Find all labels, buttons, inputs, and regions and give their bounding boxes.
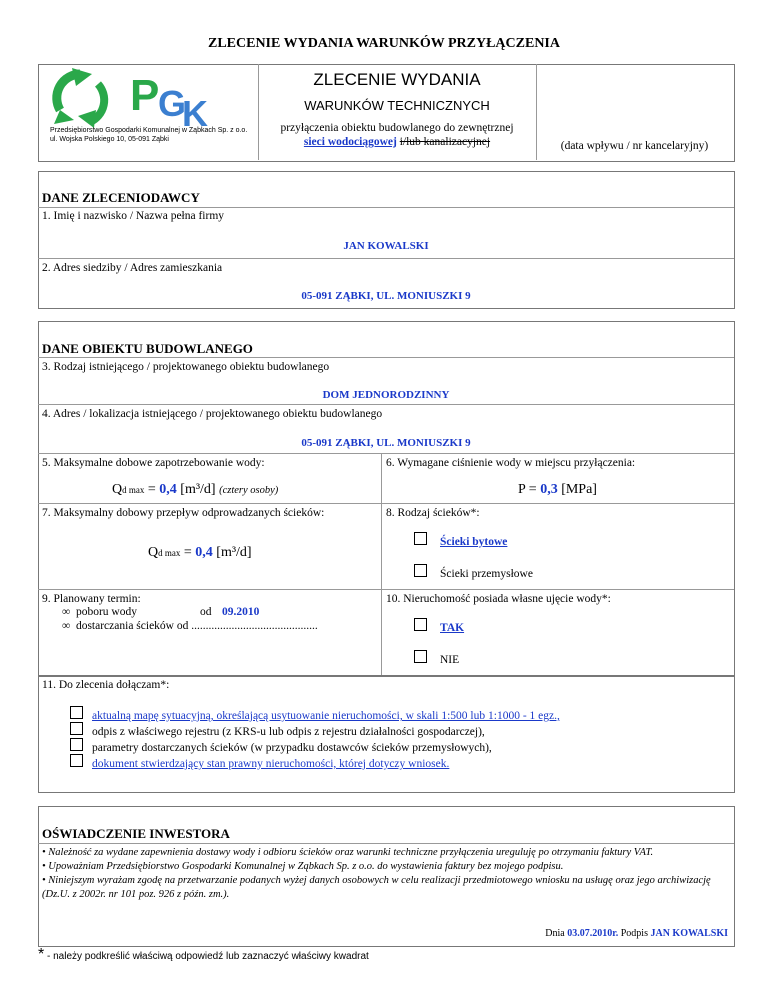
own-intake-no-checkbox[interactable] — [414, 650, 427, 663]
sewage-bytowe-label[interactable]: Ścieki bytowe — [440, 536, 508, 548]
name-label: 1. Imię i nazwisko / Nazwa pełna firmy — [42, 210, 225, 222]
sewage-flow-formula: Qd max = 0,4 [m³/d] — [148, 545, 252, 560]
recycle-arrows-icon — [50, 66, 250, 128]
term-water-bullet: ∞ — [62, 606, 71, 618]
logo-letter-k: K — [182, 93, 208, 128]
attachment-item-4[interactable]: dokument stwierdzający stan prawny nieruchomości, której dotyczy wniosek. — [92, 758, 450, 770]
declaration-heading: OŚWIADCZENIE INWESTORA — [42, 826, 230, 841]
document-title: ZLECENIE WYDANIA WARUNKÓW PRZYŁĄCZENIA — [207, 36, 560, 51]
logo-letter-p: P — [130, 71, 160, 120]
term-water-value[interactable]: 09.2010 — [222, 606, 260, 618]
water-demand-formula: Qd max = 0,4 [m³/d] (cztery osoby) — [112, 482, 279, 497]
attachment-checkbox-1[interactable] — [70, 706, 83, 719]
building-heading: DANE OBIEKTU BUDOWLANEGO — [42, 341, 253, 356]
term-sewage-value[interactable]: ............................................ — [191, 620, 318, 632]
attachment-item-1[interactable]: aktualną mapę sytuacyjną, określającą usytuowanie nieruchomości, w skali 1:500 lub 1:1000 - 1 egz., — [92, 710, 560, 722]
declaration-bullet-2: • Upoważniam Przedsiębiorstwo Gospodarki Komunalnej w Ząbkach Sp. z o.o. do wystawienia faktury bez mojego podpisu. — [42, 861, 564, 872]
sewage-industrial-label: Ścieki przemysłowe — [440, 568, 533, 580]
attachment-checkbox-2[interactable] — [70, 722, 83, 735]
address-value[interactable]: 05-091 ZĄBKI, UL. MONIUSZKI 9 — [301, 290, 471, 302]
signature-value[interactable]: JAN KOWALSKI — [650, 928, 728, 939]
water-demand-note: (cztery osoby) — [219, 485, 279, 496]
sewer-network-option[interactable]: i/lub kanalizacyjnej — [399, 136, 491, 148]
term-label: 9. Planowany termin: — [42, 593, 141, 605]
building-type-label: 3. Rodzaj istniejącego / projektowanego obiektu budowlanego — [42, 361, 330, 373]
sewage-bytowe-checkbox[interactable] — [414, 532, 427, 545]
footnote-star: * — [38, 946, 45, 963]
address-label: 2. Adres siedziby / Adres zamieszkania — [42, 262, 223, 274]
building-location-label: 4. Adres / lokalizacja istniejącego / projektowanego obiektu budowlanego — [42, 408, 383, 420]
pressure-formula: P = 0,3 [MPa] — [518, 482, 597, 497]
attachment-checkbox-4[interactable] — [70, 754, 83, 767]
name-value[interactable]: JAN KOWALSKI — [343, 240, 429, 252]
pressure-label: 6. Wymagane ciśnienie wody w miejscu przyłączenia: — [386, 457, 636, 469]
attachment-checkbox-3[interactable] — [70, 738, 83, 751]
signature-line: Dnia 03.07.2010r. Podpis JAN KOWALSKI — [545, 928, 728, 939]
own-intake-no-label: NIE — [440, 654, 460, 666]
attachments-label: 11. Do zlecenia dołączam*: — [42, 679, 170, 691]
term-sewage-row: ∞ dostarczania ścieków od ............................................ — [62, 620, 318, 632]
company-logo — [50, 66, 250, 128]
attachment-item-2: odpis z właściwego rejestru (z KRS-u lub odpis z rejestru działalności gospodarczej), — [92, 726, 485, 738]
term-water-od: od — [200, 606, 212, 618]
term-water-row: ∞ poboru wody — [62, 606, 137, 618]
declaration-bullet-3: • Niniejszym wyrażam zgodę na przetwarzanie podanych wyżej danych osobowych w celu realizacji przedmiotowego wniosku na usługę oraz jego archiwizację (Dz.U. z 2002r. nr 101 poz. 926 z późn. zm.). — [42, 875, 711, 900]
form-title: ZLECENIE WYDANIA — [313, 70, 481, 89]
term-sewage-bullet: ∞ — [62, 620, 71, 632]
attachment-item-3: parametry dostarczanych ścieków (w przypadku dostawców ścieków przemysłowych), — [92, 742, 492, 754]
sewage-flow-value[interactable]: 0,4 — [195, 545, 213, 560]
sewage-flow-label: 7. Maksymalny dobowy przepływ odprowadzanych ścieków: — [42, 507, 325, 519]
stamp-label: (data wpływu / nr kancelaryjny) — [560, 140, 709, 152]
building-location-value[interactable]: 05-091 ZĄBKI, UL. MONIUSZKI 9 — [301, 437, 471, 449]
company-address: ul. Wojska Polskiego 10, 05-091 Ząbki — [50, 136, 169, 143]
water-network-option[interactable]: sieci wodociągowej — [303, 136, 397, 148]
water-demand-value[interactable]: 0,4 — [159, 482, 177, 497]
own-intake-label: 10. Nieruchomość posiada własne ujęcie wody*: — [386, 593, 611, 605]
sewage-type-label: 8. Rodzaj ścieków*: — [386, 507, 480, 519]
own-intake-yes-label[interactable]: TAK — [440, 622, 465, 634]
footnote: * - należy podkreślić właściwą odpowiedź lub zaznaczyć właściwy kwadrat — [38, 946, 369, 963]
network-type — [258, 136, 536, 148]
form-description: przyłączenia obiektu budowlanego do zewnętrznej — [280, 122, 514, 134]
date-value[interactable]: 03.07.2010r. — [567, 928, 619, 939]
declaration-bullet-1: • Należność za wydane zapewnienia dostawy wody i odbioru ścieków oraz warunki techniczne przyłączenia ureguluję po otrzymaniu faktury VAT. — [42, 847, 654, 858]
water-demand-label: 5. Maksymalne dobowe zapotrzebowanie wody: — [42, 457, 265, 469]
own-intake-yes-checkbox[interactable] — [414, 618, 427, 631]
pressure-value[interactable]: 0,3 — [540, 482, 558, 497]
sewage-industrial-checkbox[interactable] — [414, 564, 427, 577]
company-name: Przedsiębiorstwo Gospodarki Komunalnej w Ząbkach Sp. z o.o. — [50, 127, 248, 134]
building-type-value[interactable]: DOM JEDNORODZINNY — [322, 389, 450, 401]
logo-letter-g: G — [158, 83, 187, 124]
client-heading: DANE ZLECENIODAWCY — [42, 190, 200, 205]
form-subtitle: WARUNKÓW TECHNICZNYCH — [304, 98, 490, 113]
